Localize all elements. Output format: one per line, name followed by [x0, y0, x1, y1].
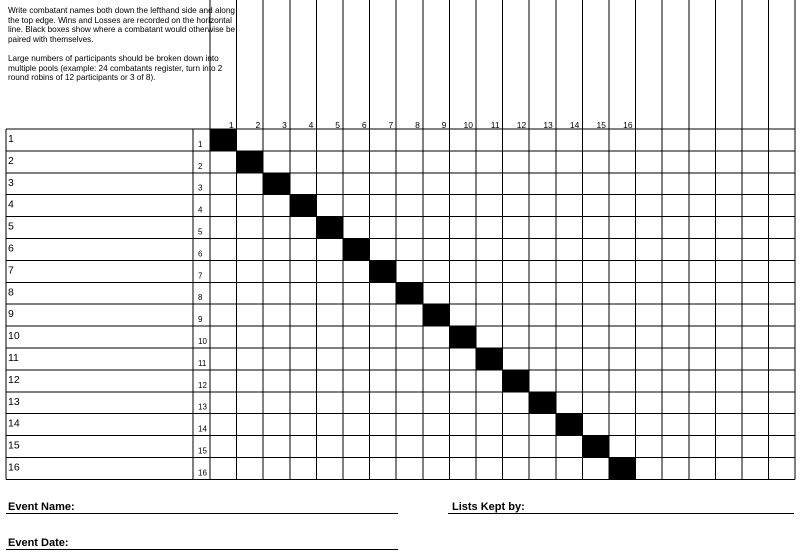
blocked-cell	[370, 260, 397, 282]
row-label: 1	[8, 133, 14, 145]
lists-kept-by-label: Lists Kept by:	[452, 501, 525, 513]
event-name-line[interactable]	[6, 513, 398, 514]
row-number: 12	[198, 380, 207, 390]
row-number: 14	[198, 424, 207, 434]
grid-lines	[6, 0, 795, 479]
row-number: 13	[198, 402, 207, 412]
row-number: 10	[198, 337, 207, 346]
blocked-cell	[476, 348, 503, 370]
column-number: 1	[228, 120, 234, 130]
blocked-cell	[210, 129, 237, 151]
event-date-label: Event Date:	[8, 537, 69, 549]
row-label: 14	[8, 417, 20, 430]
row-number: 6	[198, 249, 203, 259]
row-number: 8	[198, 293, 203, 303]
row-number: 7	[198, 271, 203, 281]
row-label: 10	[8, 330, 20, 343]
blocked-cell	[316, 217, 343, 239]
row-label: 4	[8, 198, 14, 211]
column-number: 3	[282, 120, 287, 130]
column-number: 2	[255, 120, 261, 130]
column-number: 11	[490, 120, 500, 130]
row-label: 12	[8, 373, 20, 386]
row-number: 2	[198, 161, 203, 171]
blocked-cell	[529, 392, 556, 414]
row-number: 11	[198, 358, 207, 368]
blocked-cell	[396, 282, 423, 304]
grid-labels	[8, 120, 633, 477]
blocked-cell	[556, 414, 583, 436]
column-number: 4	[308, 120, 314, 130]
row-label: 13	[8, 395, 20, 408]
row-number: 1	[198, 139, 203, 149]
blocked-cell	[290, 195, 317, 217]
column-number: 10	[463, 120, 473, 130]
row-number: 4	[198, 205, 203, 215]
row-number: 15	[198, 446, 207, 456]
row-label: 9	[8, 308, 14, 321]
row-label: 5	[8, 220, 14, 233]
column-number: 7	[388, 120, 394, 130]
blocked-cell	[237, 151, 264, 173]
column-number: 6	[361, 120, 367, 130]
blocked-cell	[343, 239, 370, 261]
row-number: 3	[198, 183, 203, 193]
row-label: 3	[8, 176, 14, 189]
instructions-paragraph-2: Large numbers of participants should be broken down into multiple pools (example: 24 combatants register, turn into 2 round robins of 12 participants or 3 of 8).	[8, 53, 223, 83]
row-label: 16	[8, 461, 20, 474]
row-label: 8	[8, 286, 14, 299]
column-number: 8	[415, 120, 420, 130]
row-label: 2	[8, 154, 14, 167]
row-label: 7	[8, 264, 14, 277]
blocked-cell	[263, 173, 290, 195]
lists-kept-by-line[interactable]	[448, 513, 794, 514]
column-number: 16	[623, 120, 633, 130]
row-label: 15	[8, 439, 20, 452]
blocked-cell	[582, 436, 609, 458]
event-name-label: Event Name:	[8, 501, 75, 513]
row-number: 5	[198, 227, 203, 237]
column-number: 14	[569, 120, 580, 130]
blocked-cell	[503, 370, 530, 392]
row-label: 6	[8, 242, 14, 255]
blocked-cell	[609, 458, 636, 480]
column-number: 13	[543, 120, 553, 130]
row-number: 9	[198, 315, 203, 325]
instructions-paragraph-1: Write combatant names both down the lefthand side and along the top edge. Wins and Losses are recorded on the horizontal line. Black boxes show where a combatant would otherwise be paired with themselves.	[8, 6, 236, 44]
column-number: 15	[596, 120, 606, 130]
blocked-cell	[423, 304, 450, 326]
blocked-cell	[449, 326, 476, 348]
column-number: 5	[335, 120, 340, 130]
row-number: 16	[198, 468, 207, 478]
row-label: 11	[8, 352, 19, 364]
column-number: 9	[441, 120, 447, 130]
event-date-line[interactable]	[6, 549, 398, 550]
column-number: 12	[516, 120, 527, 130]
